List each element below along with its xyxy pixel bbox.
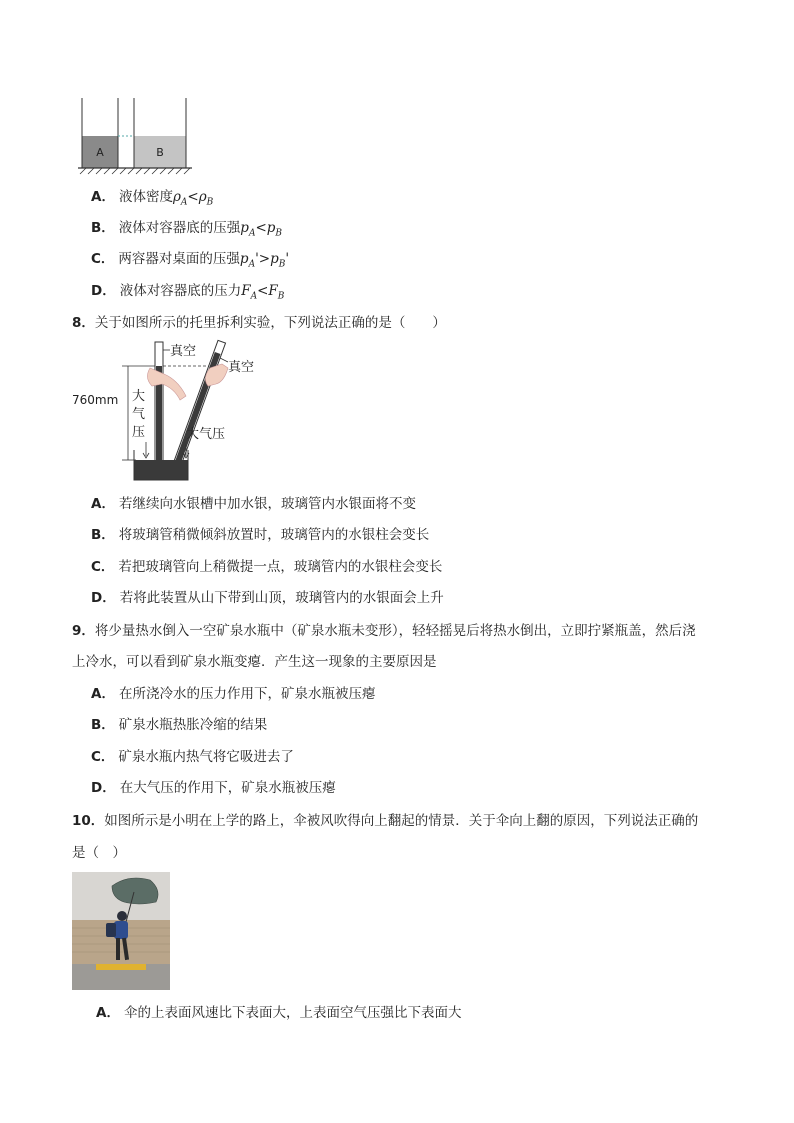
umbrella-photo bbox=[72, 872, 170, 990]
q7-option-b-math: $p_A<p_B$ bbox=[240, 220, 283, 239]
q7-option-b: B． 液体对容器底的压强$p_A<p_B$ bbox=[91, 220, 283, 239]
q10-stem-line2: 是（ ） bbox=[72, 845, 126, 861]
q8-option-a: A． 若继续向水银槽中加水银，玻璃管内水银面将不变 bbox=[91, 496, 416, 512]
torricelli-figure bbox=[70, 338, 270, 484]
q9-option-a: A． 在所浇冷水的压力作用下，矿泉水瓶被压瘪 bbox=[91, 686, 376, 702]
q10-stem-line1: 10．如图所示是小明在上学的路上，伞被风吹得向上翻起的情景．关于伞向上翻的原因，下列说法正确的 bbox=[72, 813, 699, 829]
q7-option-a: A． 液体密度$\rho_A<\rho_B$ bbox=[91, 189, 214, 208]
container-b-label: B bbox=[156, 146, 164, 159]
atm-label-1a: 大 bbox=[132, 389, 146, 404]
atm-label-2: 大气压 bbox=[186, 427, 226, 442]
container-a-label: A bbox=[96, 146, 104, 159]
q7-option-c: C． 两容器对桌面的压强$p_A'>p_B'$ bbox=[91, 251, 290, 270]
vacuum-label-1: 真空 bbox=[170, 344, 197, 359]
q8-stem: 8．关于如图所示的托里拆利实验，下列说法正确的是（ ） bbox=[72, 315, 446, 331]
atm-label-1c: 压 bbox=[132, 425, 146, 440]
containers-figure bbox=[76, 98, 196, 180]
atm-label-1b: 气 bbox=[132, 407, 146, 422]
vacuum-label-2: 真空 bbox=[228, 360, 255, 375]
q7-option-c-math: $p_A'>p_B'$ bbox=[239, 251, 290, 270]
q9-option-b: B． 矿泉水瓶热胀冷缩的结果 bbox=[91, 717, 268, 733]
q7-option-a-math: $\rho_A<\rho_B$ bbox=[172, 189, 214, 208]
q7-option-d: D． 液体对容器底的压力$F_A<F_B$ bbox=[91, 283, 285, 302]
q9-option-c: C． 矿泉水瓶内热气将它吸进去了 bbox=[91, 749, 294, 765]
q9-stem-line1: 9．将少量热水倒入一空矿泉水瓶中（矿泉水瓶未变形），轻轻摇晃后将热水倒出，立即拧紧瓶盖，然后浇 bbox=[72, 623, 696, 639]
q8-option-d: D． 若将此装置从山下带到山顶，玻璃管内的水银面会上升 bbox=[91, 590, 444, 606]
q9-option-d: D． 在大气压的作用下，矿泉水瓶被压瘪 bbox=[91, 780, 336, 796]
q7-option-d-math: $F_A<F_B$ bbox=[241, 283, 285, 302]
height-label: 760mm bbox=[72, 393, 119, 407]
q9-stem-line2: 上冷水，可以看到矿泉水瓶变瘪．产生这一现象的主要原因是 bbox=[72, 654, 437, 670]
q10-option-a: A． 伞的上表面风速比下表面大，上表面空气压强比下表面大 bbox=[96, 1005, 462, 1021]
q8-option-c: C． 若把玻璃管向上稍微提一点，玻璃管内的水银柱会变长 bbox=[91, 559, 443, 575]
q8-option-b: B． 将玻璃管稍微倾斜放置时，玻璃管内的水银柱会变长 bbox=[91, 527, 430, 543]
